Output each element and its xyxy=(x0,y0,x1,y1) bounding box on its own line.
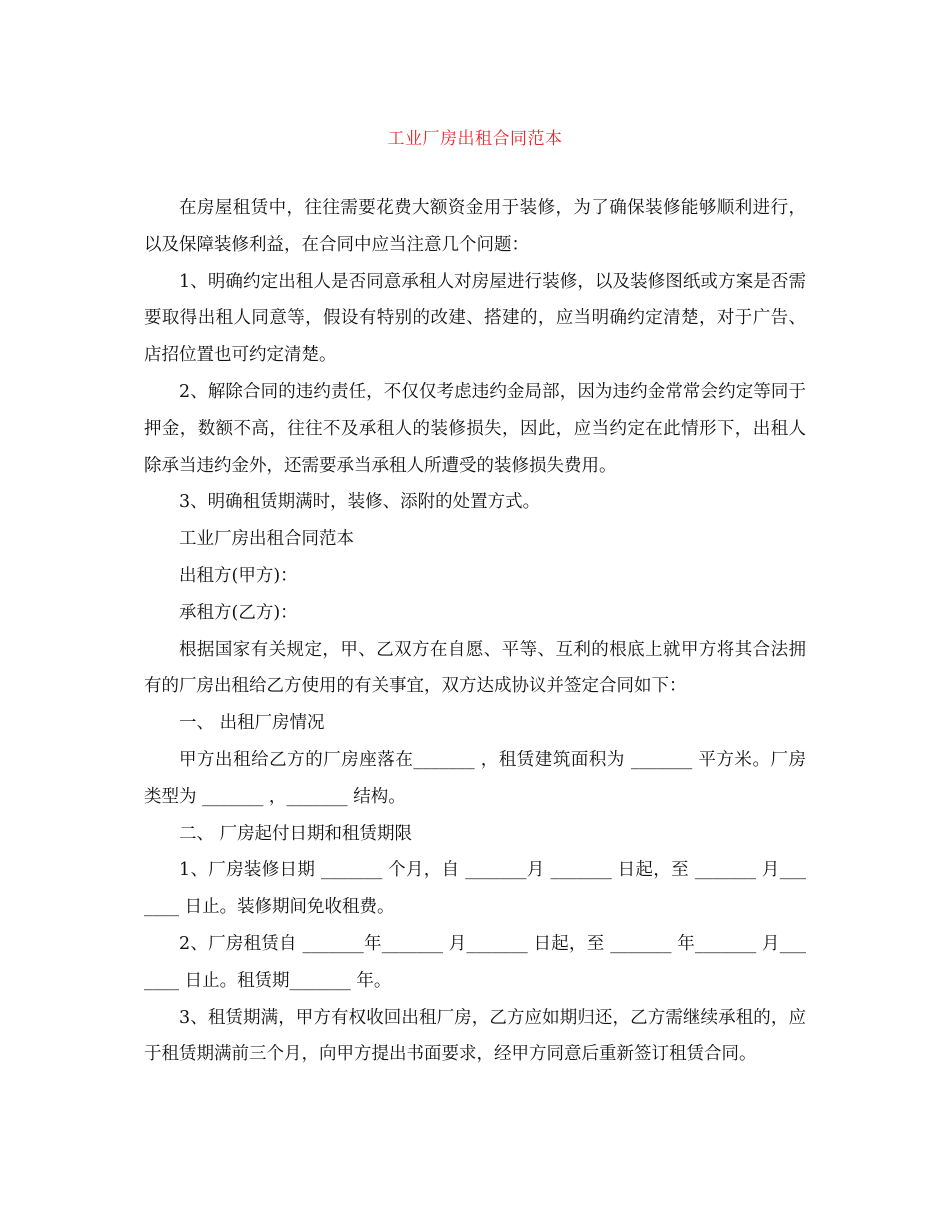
paragraph-renovation-period: 1、厂房装修日期 _______ 个月，自 _______月 _______ 日起，至 _______ 月_______ 日止。装修期间免收租费。 xyxy=(144,860,806,918)
section-heading-2: 二、 厂房起付日期和租赁期限 xyxy=(179,823,413,844)
paragraph-preamble: 根据国家有关规定，甲、乙双方在自愿、平等、互利的根底上就甲方将其合法拥有的厂房出租给乙方使用的有关事宜，双方达成协议并签定合同如下： xyxy=(144,639,806,697)
document-title: 工业厂房出租合同范本 xyxy=(387,129,563,149)
paragraph-point-3: 3、明确租赁期满时，装修、添附的处置方式。 xyxy=(179,492,541,513)
paragraph-point-1: 1、明确约定出租人是否同意承租人对房屋进行装修，以及装修图纸或方案是否需要取得出租人同意等，假设有特别的改建、搭建的，应当明确约定清楚，对于广告、店招位置也可约定清楚。 xyxy=(144,271,806,366)
paragraph-intro: 在房屋租赁中，往往需要花费大额资金用于装修，为了确保装修能够顺利进行，以及保障装修利益，在合同中应当注意几个问题： xyxy=(144,198,806,255)
paragraph-point-2: 2、解除合同的违约责任，不仅仅考虑违约金局部，因为违约金常常会约定等同于押金，数额不高，往往不及承租人的装修损失，因此，应当约定在此情形下，出租人除承当违约金外，还需要承当承租人所遭受的装修损失费用。 xyxy=(144,381,806,476)
paragraph-lease-expiry: 3、租赁期满，甲方有权收回出租厂房，乙方应如期归还，乙方需继续承租的，应于租赁期满前三个月，向甲方提出书面要求，经甲方同意后重新签订租赁合同。 xyxy=(144,1007,806,1065)
section-heading-1: 一、 出租厂房情况 xyxy=(179,713,325,734)
document-body xyxy=(144,190,806,1073)
paragraph-lease-period: 2、厂房租赁自 _______年_______ 月_______ 日起，至 _______ 年_______ 月_______ 日止。租赁期_______ 年。 xyxy=(144,933,806,991)
paragraph-lessee: 承租方(乙方)： xyxy=(179,602,298,623)
paragraph-contract-title: 工业厂房出租合同范本 xyxy=(179,529,354,550)
paragraph-lessor: 出租方(甲方)： xyxy=(179,565,298,586)
paragraph-factory-location: 甲方出租给乙方的厂房座落在_______ ，租赁建筑面积为 _______ 平方米。厂房类型为 _______ ，_______ 结构。 xyxy=(144,749,806,807)
